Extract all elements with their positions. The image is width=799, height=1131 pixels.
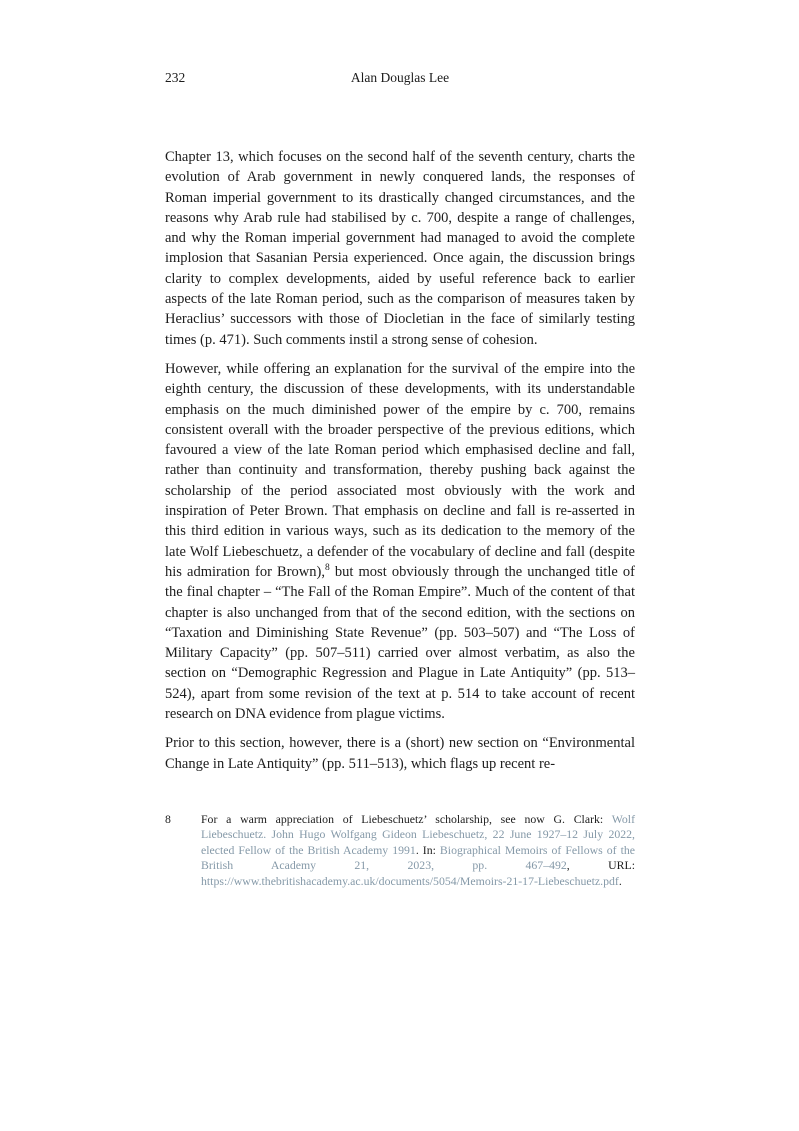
footnote-text-segment: , URL: — [566, 858, 635, 873]
body-paragraph-3: Prior to this section, however, there is a (short) new section on “Environmental Change in Late Antiquity” (pp. 511–513), which flags up recent re- — [165, 735, 635, 772]
footnote-url-link[interactable]: https://www.thebritishacademy.ac.uk/documents/5054/Memoirs-21-17-Liebeschuetz.pdf — [201, 873, 619, 888]
footnote-reference: 8 — [324, 563, 330, 574]
footnote-text-segment: . — [618, 873, 622, 888]
footnote-text-segment: . In: — [415, 842, 440, 857]
footnote-journal-reference: Biographical Memoirs of Fellows of the British Academy 21, 2023, pp. 467–492 — [201, 842, 635, 873]
body-paragraph-2 — [165, 359, 635, 724]
footnote-text — [201, 812, 635, 889]
page-number: 232 — [165, 70, 186, 85]
footnote — [165, 812, 635, 889]
text-column — [165, 68, 635, 889]
body-paragraph-1: Chapter 13, which focuses on the second half of the seventh century, charts the evolution of Arab government in newly conquered lands, the responses of Roman imperial government to its drastically changed circumstances, and the reasons why Arab rule had stabilised by c. 700, despite a range of challenges, and why the Roman imperial government had managed to avoid the complete implosion that Sasanian Persia experienced. Once again, the discussion brings clarity to complex developments, aided by useful reference back to earlier aspects of the late Roman period, such as the comparison of measures taken by Heraclius’ successors with those of Diocletian in the face of similarly testing times (p. 471). Such comments instil a strong sense of cohesion. — [165, 149, 635, 348]
running-header: Alan Douglas Lee — [350, 70, 450, 85]
page-header — [165, 68, 635, 87]
footnote-number: 8 — [165, 811, 171, 826]
footnote-cited-title: Wolf Liebeschuetz. John Hugo Wolfgang Gideon Liebeschuetz, 22 June 1927–12 July 2022, elected Fellow of the British Academy 1991 — [201, 811, 635, 857]
paragraph-text: but most obviously through the unchanged title of the final chapter – “The Fall of the Roman Empire”. Much of the content of that chapter is also unchanged from that of the second edition, with the sections on “Taxation and Diminishing State Revenue” (pp. 503–507) and “The Loss of Military Capacity” (pp. 507–511) carried over almost verbatim, as also the section on “Demographic Regression and Plague in Late Antiquity” (pp. 513–524), apart from some revision of the text at p. 514 to take account of recent research on DNA evidence from plague victims. — [165, 563, 635, 723]
paragraph-text: However, while offering an explanation for the survival of the empire into the eighth century, the discussion of these developments, with its understandable emphasis on the much diminished power of the empire by c. 700, remains consistent overall with the broader perspective of the previous editions, which favoured a view of the late Roman period which emphasised decline and fall, rather than continuity and transformation, thereby pushing back against the scholarship of the period associated most obviously with the work and inspiration of Peter Brown. That emphasis on decline and fall is re-asserted in this third edition in various ways, such as its dedication to the memory of the late Wolf Liebeschuetz, a defender of the vocabulary of decline and fall (despite his admiration for Brown), — [165, 360, 635, 580]
footnote-text-segment: For a warm appreciation of Liebeschuetz’ scholarship, see now G. Clark: — [201, 811, 612, 826]
